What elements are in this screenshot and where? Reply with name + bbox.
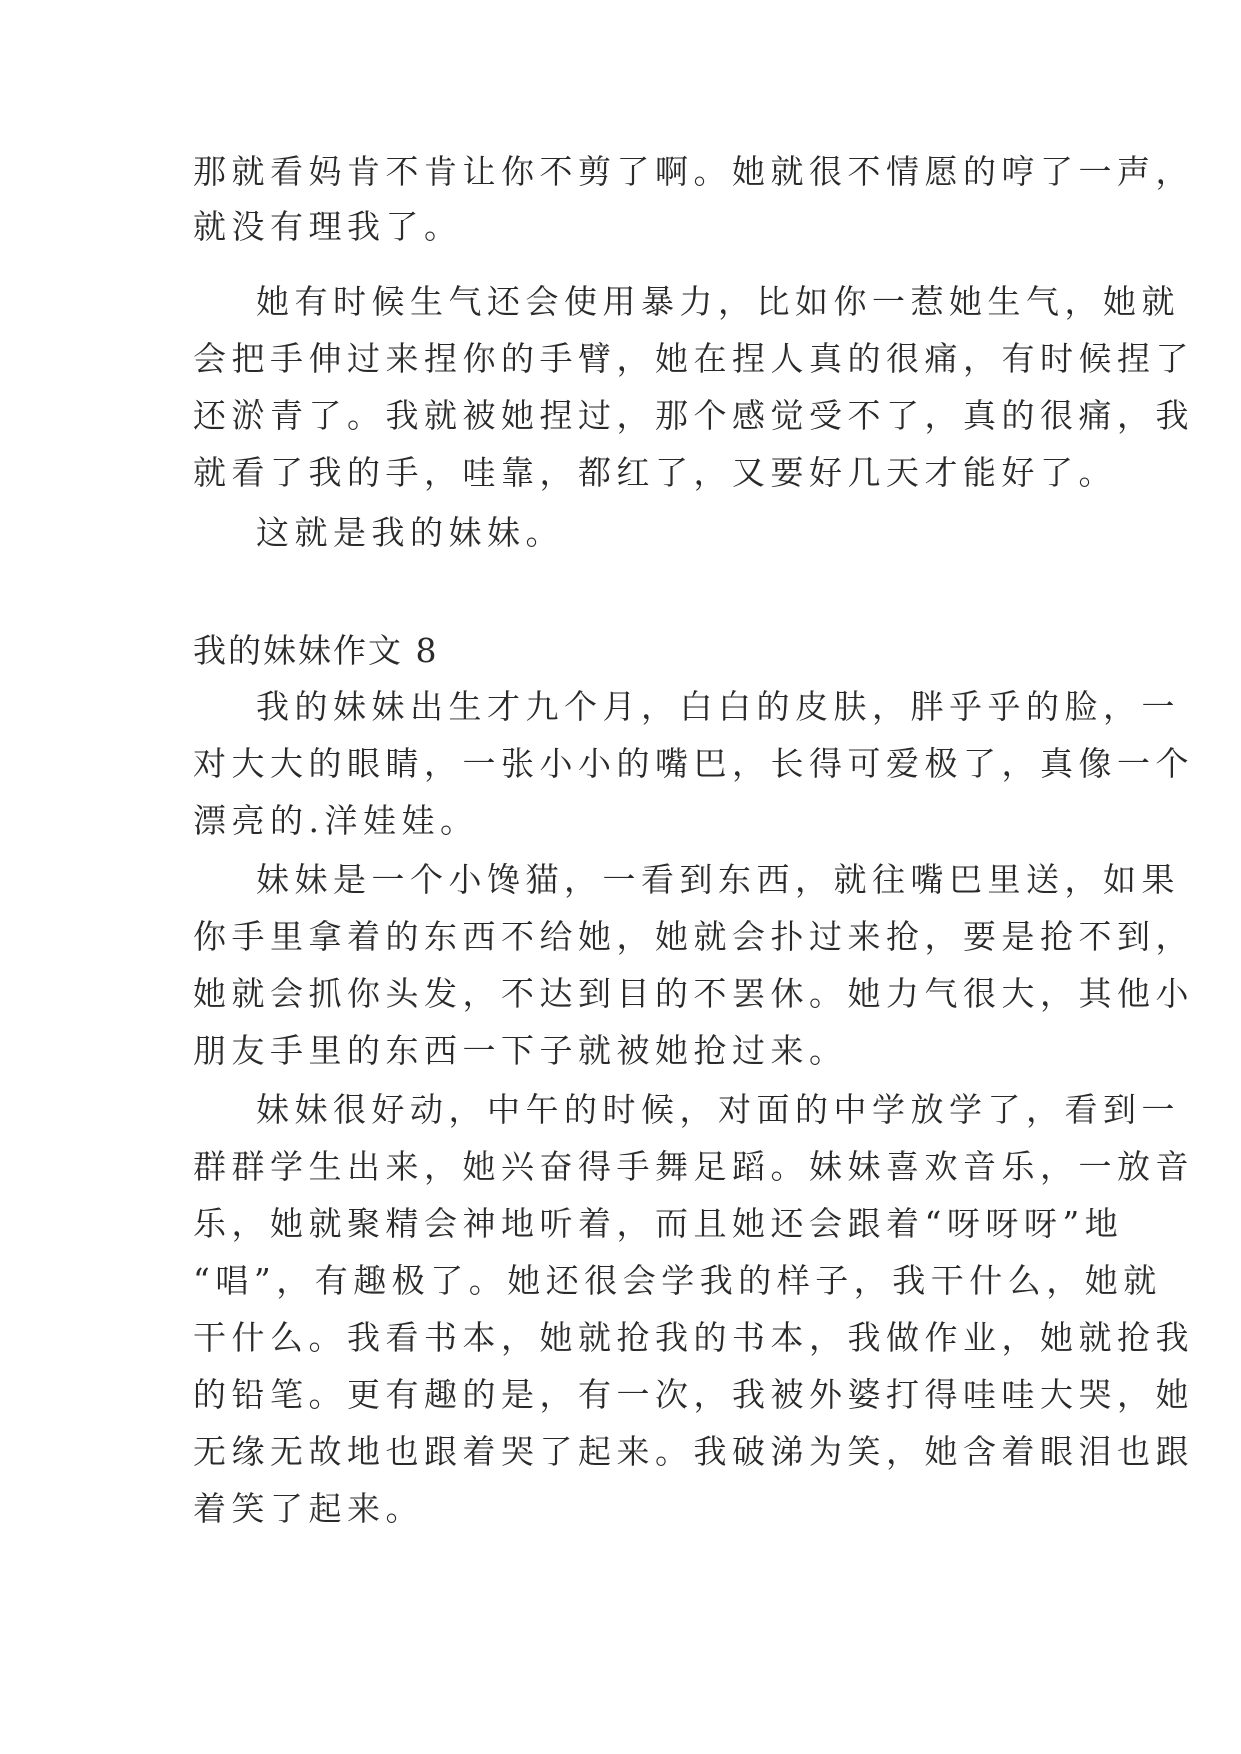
text-line: 群群学生出来，她兴奋得手舞足蹈。妹妹喜欢音乐，一放音 (193, 1147, 1194, 1186)
text-line: 乐，她就聚精会神地听着，而且她还会跟着“呀呀呀”地 (193, 1204, 1124, 1243)
text-line: 她就会抓你头发，不达到目的不罢休。她力气很大，其他小 (193, 974, 1194, 1013)
text-line: 着笑了起来。 (193, 1489, 424, 1528)
text-line: 干什么。我看书本，她就抢我的书本，我做作业，她就抢我 (193, 1318, 1194, 1357)
paragraph-start: 妹妹是一个小馋猫，一看到东西，就往嘴巴里送，如果 (256, 860, 1180, 899)
text-line: 就没有理我了。 (193, 207, 463, 246)
text-line: 漂亮的.洋娃娃。 (193, 801, 479, 840)
text-line: 那就看妈肯不肯让你不剪了啊。她就很不情愿的哼了一声， (193, 152, 1194, 191)
paragraph-start: 妹妹很好动，中午的时候，对面的中学放学了，看到一 (256, 1090, 1180, 1129)
text-line: 你手里拿着的东西不给她，她就会扑过来抢，要是抢不到， (193, 917, 1194, 956)
text-line: 对大大的眼睛，一张小小的嘴巴，长得可爱极了，真像一个 (193, 744, 1194, 783)
text-line: 就看了我的手，哇靠，都红了，又要好几天才能好了。 (193, 453, 1117, 492)
paragraph-start: 这就是我的妹妹。 (256, 513, 564, 552)
text-line: 会把手伸过来捏你的手臂，她在捏人真的很痛，有时候捏了 (193, 339, 1194, 378)
text-line: 无缘无故地也跟着哭了起来。我破涕为笑，她含着眼泪也跟 (193, 1432, 1194, 1471)
paragraph-start: 她有时候生气还会使用暴力，比如你一惹她生气，她就 (256, 282, 1180, 321)
section-title: 我的妹妹作文 8 (193, 631, 439, 670)
paragraph-start: 我的妹妹出生才九个月，白白的皮肤，胖乎乎的脸，一 (256, 687, 1180, 726)
text-line: 还淤青了。我就被她捏过，那个感觉受不了，真的很痛，我 (193, 396, 1194, 435)
text-line: 朋友手里的东西一下子就被她抢过来。 (193, 1031, 848, 1070)
text-line: 的铅笔。更有趣的是，有一次，我被外婆打得哇哇大哭，她 (193, 1375, 1194, 1414)
text-line: “唱”，有趣极了。她还很会学我的样子，我干什么，她就 (193, 1261, 1162, 1300)
